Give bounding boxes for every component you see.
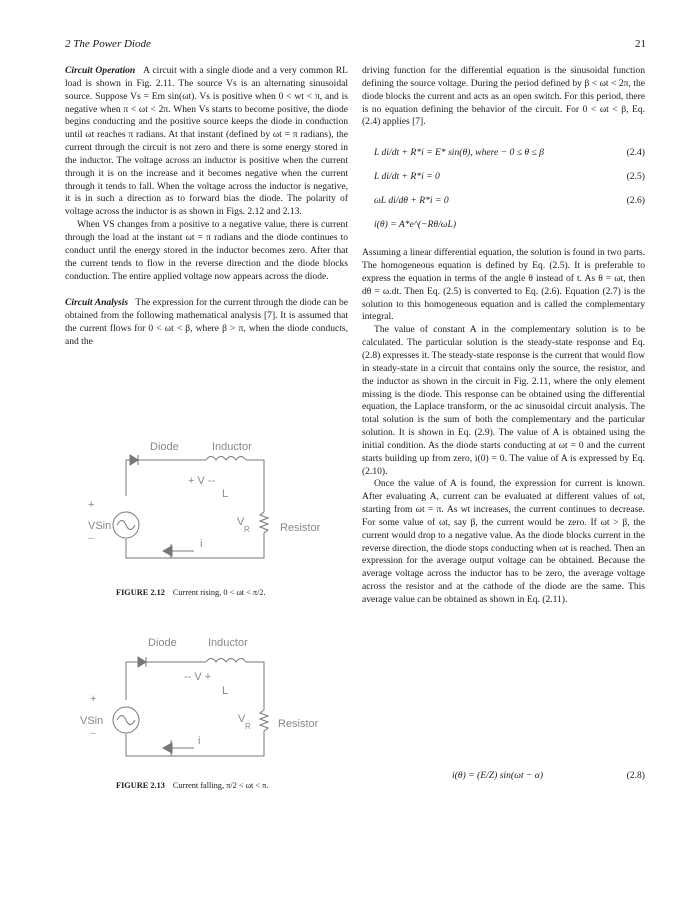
source-label: VSin: [80, 715, 104, 727]
diode-label: Diode: [148, 637, 177, 649]
equation-2-8: [362, 764, 645, 794]
running-header-chapter: 2 The Power Diode: [65, 38, 151, 50]
equation-expression: L di/dt + R*i = E* sin(θ), where − 0 ≤ θ ≤ β: [374, 147, 544, 159]
inductor-voltage-polarity: -- V +: [184, 671, 212, 683]
resistor-label: Resistor: [280, 522, 321, 534]
resistor-voltage-label: V: [237, 516, 245, 528]
resistor-voltage-label: V: [238, 713, 246, 725]
equation-expression: i(θ) = A*e^(−Rθ/ωL): [374, 219, 457, 231]
circuit-diagram: [80, 622, 350, 772]
paragraph: driving function for the differential equation is the sinusoidal function defining the source voltage. During the period defined by β < ωt < 2π, the diode blocks the current and acts as an open switch. For this period, there is no equation defining the behavior of the circuit. For 0 < ωt < β, Eq. (2.4) applies [7].: [362, 65, 645, 128]
inductor-label: Inductor: [212, 441, 252, 453]
current-label: i: [198, 735, 201, 747]
equation-number: (2.8): [626, 770, 645, 781]
right-column: [362, 65, 645, 607]
equation-number: (2.5): [626, 171, 645, 183]
equation-2-4: [362, 143, 645, 167]
figure-caption: [116, 588, 266, 597]
inductance-label: L: [222, 685, 229, 697]
source-label: VSin: [88, 520, 112, 532]
figure-2-13-circuit: [80, 622, 350, 772]
plus-sign: +: [88, 499, 95, 511]
figure-2-12-circuit: [80, 432, 350, 582]
caption-text: Current falling, π/2 < ωt < π.: [172, 781, 269, 790]
current-label: i: [200, 538, 203, 550]
equation-expression: i(θ) = (E/Z) sin(ωt − α): [452, 770, 544, 781]
plus-sign: +: [90, 693, 97, 705]
figure-number: FIGURE 2.12: [116, 588, 165, 597]
circuit-diagram: [80, 432, 350, 582]
paragraph: Once the value of A is found, the expression for current is known. After evaluating A, current can be evaluated at different values of ωt, starting from ωt = π. As wt increases, the current continues to decrease. For some value of ωt, say β, the current would be zero. If ωt > β, the current would drop to a negative value. As the diode blocks current in the reverse direction, the diode stops conducting when ωt is reached. Then an expression for the average output voltage can be obtained. Because the average voltage across the inductor has to be zero, the average voltage across the resistor and at the cathode of the diode are the same. This average value can be obtained as shown in Eq. (2.11).: [362, 478, 645, 605]
resistor-label: Resistor: [278, 718, 319, 730]
page-number: 21: [635, 38, 646, 50]
inductor-label: Inductor: [208, 637, 248, 649]
paragraph-text: The expression for the current through the diode can be obtained from the following mathematical analysis [7]. It is assumed that the current flows for 0 < ωt < β, where β > π, when the diode conducts, and the: [65, 297, 349, 347]
equation-2-6: [362, 191, 645, 215]
caption-text: Current rising, 0 < ωt < π/2.: [172, 588, 266, 597]
equation-block: [362, 143, 645, 239]
paragraph-circuit-operation: [65, 65, 348, 219]
equation-expression: ωL di/dθ + R*i = 0: [374, 195, 449, 207]
left-column: [65, 65, 348, 349]
paragraph-circuit-analysis: [65, 297, 348, 348]
minus-sign: --: [88, 533, 94, 543]
figure-caption: [116, 781, 268, 790]
diode-label: Diode: [150, 441, 179, 453]
inductance-label: L: [222, 488, 229, 500]
paragraph: The value of constant A in the complementary solution is to be calculated. The particular solution is the steady-state response and Eq. (2.8) expresses it. The steady-state response is the current that would flow in steady-state in a circuit that contains only the source, the resistor, and the inductor as shown in the circuit in Fig. 2.11, where the only element missing is the diode. This response can be obtained using the differential equation, the Laplace transform, or the ac sinusoidal circuit analysis. The total solution is the sum of both the complementary and the particular solution. It is shown in Eq. (2.9). The value of A is obtained using the initial condition. As the diode starts conducting at ωt = 0 and the current starts building up from zero, i(0) = 0. The value of A is expressed by Eq. (2.10).: [362, 324, 645, 477]
equation-number: (2.4): [626, 147, 645, 159]
equation-2-7: [362, 215, 645, 239]
run-in-heading: Circuit Operation: [65, 65, 136, 76]
minus-sign: --: [90, 728, 96, 738]
run-in-heading: Circuit Analysis: [65, 297, 129, 309]
paragraph: When VS changes from a positive to a negative value, there is current through the load at the instant ωt = π radians and the diode continues to conduct until the energy stored in the inductor becomes zero. After that the current tends to flow in the reverse direction and the diode blocks conduction. The entire applied voltage now appears across the diode.: [65, 219, 348, 282]
resistor-voltage-subscript: R: [244, 525, 250, 534]
figure-number: FIGURE 2.13: [116, 781, 165, 790]
equation-expression: L di/dt + R*i = 0: [374, 171, 440, 183]
inductor-voltage-polarity: + V --: [188, 475, 216, 487]
equation-2-5: [362, 167, 645, 191]
paragraph: Assuming a linear differential equation, the solution is found in two parts. The homogeneous equation is defined by Eq. (2.5). It is preferable to express the equation in terms of the angle θ instead of t. As θ = ωt, then dθ = ω.dt. Then Eq. (2.5) is converted to Eq. (2.6). Equation (2.7) is the solution to this homogeneous equation and is called the complementary integral.: [362, 247, 645, 323]
equation-number: (2.6): [626, 195, 645, 207]
paragraph-text: A circuit with a single diode and a very common RL load is shown in Fig. 2.11. The source Vs is an alternating sinusoidal source. Suppose Vs = Em sin(ωt). Vs is positive when 0 < wt < π, and is negative when π < ωt < 2π. When Vs starts to become positive, the diode begins conducting and the positive source keeps the diode in conduction until ωt reaches π radians. At that instant (defined by ωt = π radians), the current through the circuit is not zero and there is some energy stored in the inductor. The voltage across an inductor is positive when the current through it is on the increase and it becomes negative when the current through it tends to fall. When the voltage across the inductor is negative, it is in such a direction as to forward bias the diode. The polarity of voltage across the inductor is as shown in Figs. 2.12 and 2.13.: [65, 65, 348, 218]
resistor-voltage-subscript: R: [245, 722, 251, 731]
